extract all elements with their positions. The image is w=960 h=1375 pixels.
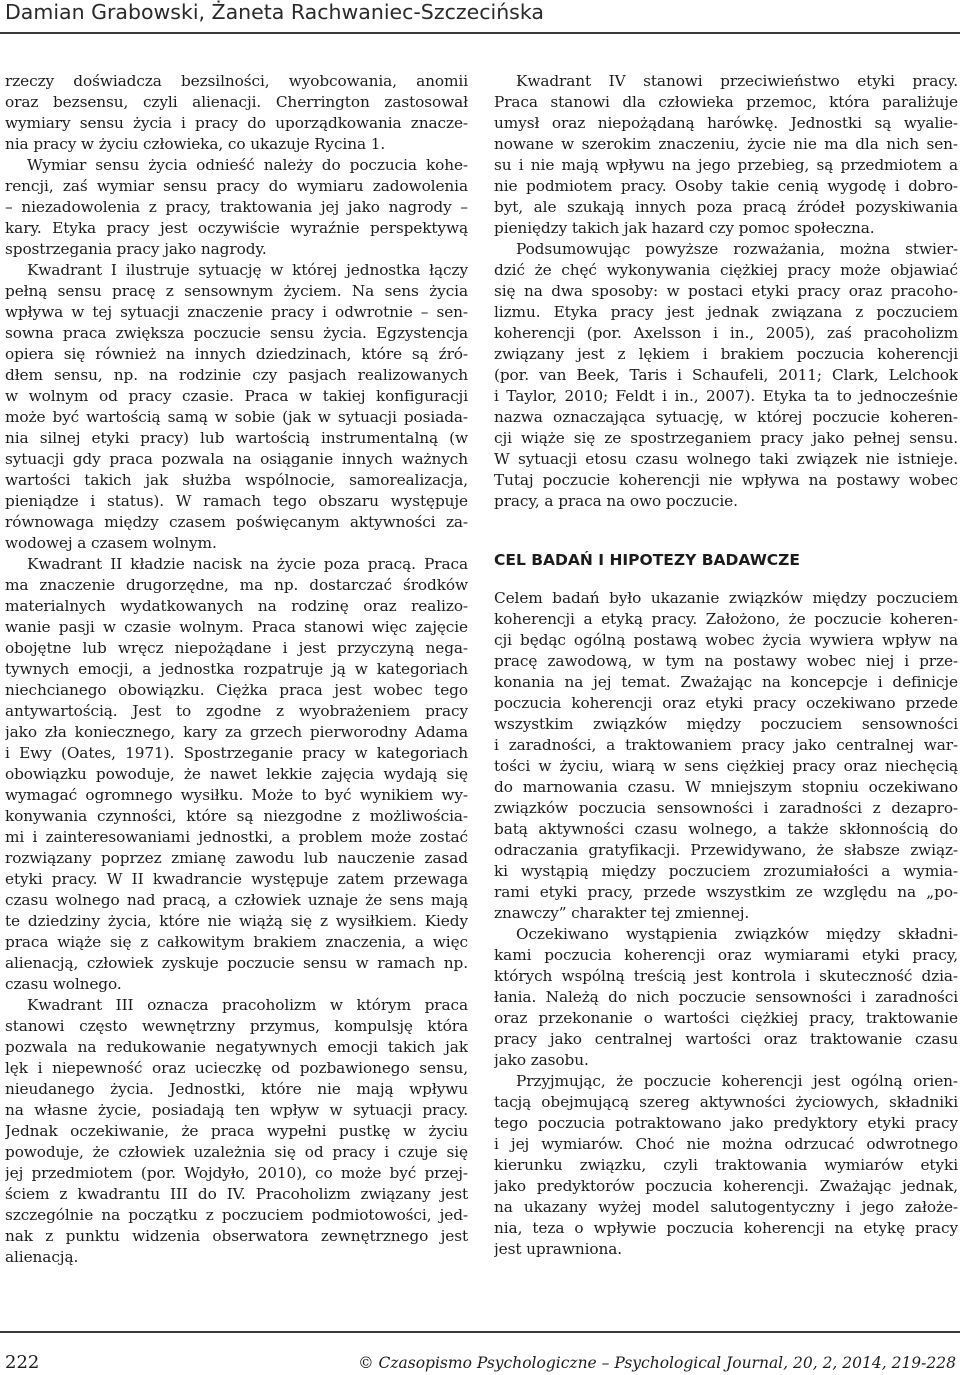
text-line: oraz przekonanie o wartości ciężkiej pracy, traktowanie bbox=[494, 1009, 958, 1027]
text-line: praca wiąże się z całkowitym brakiem znaczenia, a więc bbox=[5, 933, 468, 951]
text-line: pieniędzy takich jak hazard czy pomoc społeczna. bbox=[494, 219, 875, 237]
text-line: nia pracy w życiu człowieka, co ukazuje Rycina 1. bbox=[5, 135, 386, 153]
text-line: pozwala na redukowanie negatywnych emocji takich jak bbox=[5, 1038, 468, 1056]
text-line: nak z punktu widzenia obserwatora zewnętrznego jest bbox=[5, 1227, 468, 1245]
left-column bbox=[5, 71, 468, 1268]
text-line: pracy, a praca na owo poczucie. bbox=[494, 492, 738, 510]
text-line: wymiary sensu życia i pracy do uporządkowania znacze- bbox=[5, 114, 468, 132]
text-line: spostrzegania pracy jako nagrody. bbox=[5, 240, 267, 258]
text-line: sowna praca zwiększa poczucie sensu życia. Egzystencja bbox=[5, 324, 468, 342]
text-line: Kwadrant II kładzie nacisk na życie poza pracą. Praca bbox=[27, 555, 468, 573]
text-line: dzić że chęć wykonywania ciężkiej pracy może objawiać bbox=[494, 261, 958, 279]
text-line: jest uprawniona. bbox=[494, 1240, 623, 1258]
text-line: pieniądze i status). W ramach tego obszaru występuje bbox=[5, 492, 468, 510]
text-line: wszystkim związków między poczuciem sensowności bbox=[494, 715, 958, 733]
text-line: konywania czynności, które są niezgodne z możliwościa- bbox=[5, 807, 468, 825]
text-line: mi i zainteresowaniami jednostki, a problem może zostać bbox=[5, 828, 468, 846]
text-line: pracę zawodową, w tym na postawy wobec niej i prze- bbox=[494, 652, 958, 670]
text-line: nie podmiotem pracy. Osoby takie cenią wygodę i dobro- bbox=[494, 177, 958, 195]
text-line: tacją obejmującą szereg aktywności życiowych, składniki bbox=[494, 1093, 958, 1111]
text-line: wodowej a czasem wolnym. bbox=[5, 534, 217, 552]
text-line: Praca stanowi dla człowieka przemoc, która paraliżuje bbox=[494, 93, 958, 111]
text-line: obojętne lub wręcz niepożądane i jest przyczyną nega- bbox=[5, 639, 468, 657]
text-line: rami etyki pracy, przede wszystkim ze względu na „po- bbox=[494, 883, 958, 901]
section-heading: CEL BADAŃ I HIPOTEZY BADAWCZE bbox=[494, 551, 801, 569]
page-number: 222 bbox=[5, 1352, 40, 1373]
text-line: kami poczucia koherencji oraz wymiarami etyki pracy, bbox=[494, 946, 958, 964]
text-line: i zaradności, a traktowaniem pracy jako centralnej war- bbox=[494, 736, 958, 754]
text-line: i jej wymiarów. Choć nie można odrzucać odwrotnego bbox=[494, 1135, 958, 1153]
text-line: alienacją. bbox=[5, 1248, 79, 1266]
text-line: na ukazany wyżej model salutogentyczny i jego założe- bbox=[494, 1198, 958, 1216]
text-line: szczególnie na początku z poczuciem podmiotowości, jed- bbox=[5, 1206, 468, 1224]
text-line: w wolnym od pracy czasie. Praca w takiej konfiguracji bbox=[5, 387, 468, 405]
text-line: ma znaczenie drugorzędne, ma np. dostarczać środków bbox=[5, 576, 468, 594]
text-line: czasu wolnego nad pracą, a człowiek uznaje że sens mają bbox=[5, 891, 468, 909]
text-line: – niezadowolenia z pracy, traktowania jej jako nagrody – bbox=[5, 198, 468, 216]
text-line: tości w życiu, wiarą w sens ciężkiej pracy oraz niechęcią bbox=[494, 757, 958, 775]
text-line: stanowi często wewnętrzny przymus, kompulsję która bbox=[5, 1017, 468, 1035]
header-rule bbox=[0, 32, 960, 34]
text-line: Kwadrant IV stanowi przeciwieństwo etyki pracy. bbox=[516, 72, 958, 90]
text-line: czasu wolnego. bbox=[5, 975, 122, 993]
text-line: nazwa oznaczająca sytuację, w której poczucie koheren- bbox=[494, 408, 958, 426]
text-line: Jednak oczekiwanie, że praca wypełni pustkę w życiu bbox=[5, 1122, 468, 1140]
text-line: wymagać ogromnego wysiłku. Może to być wynikiem wy- bbox=[5, 786, 468, 804]
text-line: obowiązku powoduje, że nawet lekkie zajęcia wydają się bbox=[5, 765, 468, 783]
text-line: i Taylor, 2010; Feldt i in., 2007). Etyka ta to jednocześnie bbox=[494, 387, 958, 405]
text-line: nia silnej etyki pracy) lub wartością instrumentalną (w bbox=[5, 429, 468, 447]
text-line: rencji, zaś wymiar sensu pracy do wymiaru zadowolenia bbox=[5, 177, 468, 195]
text-line: do marnowania czasu. W mniejszym stopniu oczekiwano bbox=[494, 778, 958, 796]
text-line: antywartością. Jest to zgodne z wyobrażeniem pracy bbox=[5, 702, 468, 720]
text-line: wpływa w tej sytuacji znaczenie pracy i odwrotnie – sen- bbox=[5, 303, 468, 321]
text-line: rzeczy doświadcza bezsilności, wyobcowania, anomii bbox=[5, 72, 468, 90]
text-line: umysł oraz niepożądaną harówkę. Jednostki są wyalie- bbox=[494, 114, 958, 132]
text-line: kary. Etyka pracy jest oczywiście wyraźnie perspektywą bbox=[5, 219, 468, 237]
text-line: Podsumowując powyższe rozważania, można stwier- bbox=[516, 240, 958, 258]
text-line: lizmu. Etyka pracy jest jednak związana z poczuciem bbox=[494, 303, 958, 321]
text-line: łania. Należą do nich poczucie sensowności i zaradności bbox=[494, 988, 958, 1006]
text-line: poczucia koherencji oraz etyki pracy oczekiwano przede bbox=[494, 694, 958, 712]
text-line: których wspólną treścią jest kontrola i skuteczność dzia- bbox=[494, 967, 958, 985]
right-column-bottom bbox=[494, 588, 958, 1260]
text-line: tywnych emocji, a jednostka rozpatruje ją w kategoriach bbox=[5, 660, 468, 678]
text-line: nia, teza o wpływie poczucia koherencji na etykę pracy bbox=[494, 1219, 958, 1237]
text-line: kierunku związku, czyli traktowania wymiarów etyki bbox=[494, 1156, 958, 1174]
text-line: su i nie mają wpływu na jego przebieg, są przedmiotem a bbox=[494, 156, 958, 174]
text-line: dłem sensu, np. na rodzinie czy pasjach realizowanych bbox=[5, 366, 468, 384]
text-line: etyki pracy. W II kwadrancie występuje zatem przewaga bbox=[5, 870, 468, 888]
text-line: pracy jako centralnej wartości oraz traktowanie czasu bbox=[494, 1030, 958, 1048]
text-line: koherencji a etyką pracy. Założono, że poczucie koheren- bbox=[494, 610, 958, 628]
text-line: ściem z kwadrantu III do IV. Pracoholizm związany jest bbox=[5, 1185, 468, 1203]
text-line: może być wartością samą w sobie (jak w sytuacji posiada- bbox=[5, 408, 468, 426]
text-line: jako zła koniecznego, kary za grzech pierworodny Adama bbox=[5, 723, 468, 741]
text-line: znawczy” charakter tej zmiennej. bbox=[494, 904, 750, 922]
text-line: wartości takich jak służba wspólnocie, samorealizacja, bbox=[5, 471, 468, 489]
text-line: byt, ale szukają innych poza pracą źródeł pozyskiwania bbox=[494, 198, 958, 216]
text-line: wanie pasji w czasie wolnym. Praca stanowi więc zajęcie bbox=[5, 618, 468, 636]
text-line: cji będąc ogólną postawą wobec życia wywiera wpływ na bbox=[494, 631, 958, 649]
text-line: Celem badań było ukazanie związków między poczuciem bbox=[494, 589, 958, 607]
text-line: oraz bezsensu, czyli alienacji. Cherrington zastosował bbox=[5, 93, 468, 111]
text-line: nowane w szerokim znaczeniu, życie nie ma dla nich sen- bbox=[494, 135, 958, 153]
text-line: batą aktywności czasu wolnego, a także skłonnością do bbox=[494, 820, 958, 838]
text-line: sytuacji gdy praca pozwala na osiąganie innych ważnych bbox=[5, 450, 468, 468]
text-line: równowaga między czasem poświęcanym aktywności za- bbox=[5, 513, 468, 531]
text-line: niechcianego obowiązku. Ciężka praca jest wobec tego bbox=[5, 681, 468, 699]
text-line: i Ewy (Oates, 1971). Spostrzeganie pracy w kategoriach bbox=[5, 744, 468, 762]
text-line: Przyjmując, że poczucie koherencji jest ogólną orien- bbox=[516, 1072, 958, 1090]
text-line: tego poczucia potraktowano jako predyktory etyki pracy bbox=[494, 1114, 958, 1132]
text-line: jej przedmiotem (por. Wojdyło, 2010), co może być przej- bbox=[5, 1164, 468, 1182]
text-line: związany jest z lękiem i brakiem poczucia koherencji bbox=[494, 345, 958, 363]
text-line: alienacją, człowiek zyskuje poczucie sensu w ramach np. bbox=[5, 954, 468, 972]
text-line: Kwadrant III oznacza pracoholizm w którym praca bbox=[27, 996, 468, 1014]
text-line: Tutaj poczucie koherencji nie wpływa na postawy wobec bbox=[494, 471, 958, 489]
text-line: te dziedziny życia, które nie wiążą się z wysiłkiem. Kiedy bbox=[5, 912, 468, 930]
text-line: rozwiązany poprzez zmianę zawodu lub nauczenie zasad bbox=[5, 849, 468, 867]
text-line: ki wystąpią między poczuciem zrozumiałości a wymia- bbox=[494, 862, 958, 880]
text-line: materialnych wydatkowanych na rodzinę oraz realizo- bbox=[5, 597, 468, 615]
running-head-authors: Damian Grabowski, Żaneta Rachwaniec-Szczecińska bbox=[5, 0, 544, 24]
text-line: jako predyktorów poczucia koherencji. Zważając jednak, bbox=[494, 1177, 958, 1195]
text-line: Kwadrant I ilustruje sytuację w której jednostka łączy bbox=[27, 261, 468, 279]
text-line: cji wiąże się ze spostrzeganiem pracy jako pełnej sensu. bbox=[494, 429, 958, 447]
text-line: konania na jej temat. Zważając na koncepcje i definicje bbox=[494, 673, 958, 691]
text-line: lęk i niepewność oraz ucieczkę od pozbawionego sensu, bbox=[5, 1059, 468, 1077]
text-line: powoduje, że człowiek uzależnia się od pracy i czuje się bbox=[5, 1143, 468, 1161]
footer-rule bbox=[0, 1331, 960, 1333]
text-line: koherencji (por. Axelsson i in., 2005), zaś pracoholizm bbox=[494, 324, 958, 342]
text-line: na własne życie, posiadają ten wpływ w sytuacji pracy. bbox=[5, 1101, 468, 1119]
text-line: opiera się również na innych dziedzinach, które są źró- bbox=[5, 345, 468, 363]
text-line: nieudanego życia. Jednostki, które nie mają wpływu bbox=[5, 1080, 468, 1098]
text-line: W sytuacji etosu czasu wolnego taki związek nie istnieje. bbox=[494, 450, 958, 468]
right-column-top bbox=[494, 71, 958, 512]
journal-citation: © Czasopismo Psychologiczne – Psychological Journal, 20, 2, 2014, 219-228 bbox=[358, 1354, 956, 1372]
text-line: jako zasobu. bbox=[494, 1051, 589, 1069]
text-line: odraczania gratyfikacji. Przewidywano, że słabsze związ- bbox=[494, 841, 958, 859]
text-line: (por. van Beek, Taris i Schaufeli, 2011; Clark, Lelchook bbox=[494, 366, 958, 384]
text-line: Wymiar sensu życia odnieść należy do poczucia kohe- bbox=[27, 156, 468, 174]
text-line: Oczekiwano wystąpienia związków między składni- bbox=[516, 925, 958, 943]
text-line: się na dwa sposoby: w postaci etyki pracy oraz pracoho- bbox=[494, 282, 958, 300]
text-line: pełną sensu pracę z sensownym życiem. Na sens życia bbox=[5, 282, 468, 300]
text-line: związków poczucia sensowności i zaradności z dezapro- bbox=[494, 799, 958, 817]
